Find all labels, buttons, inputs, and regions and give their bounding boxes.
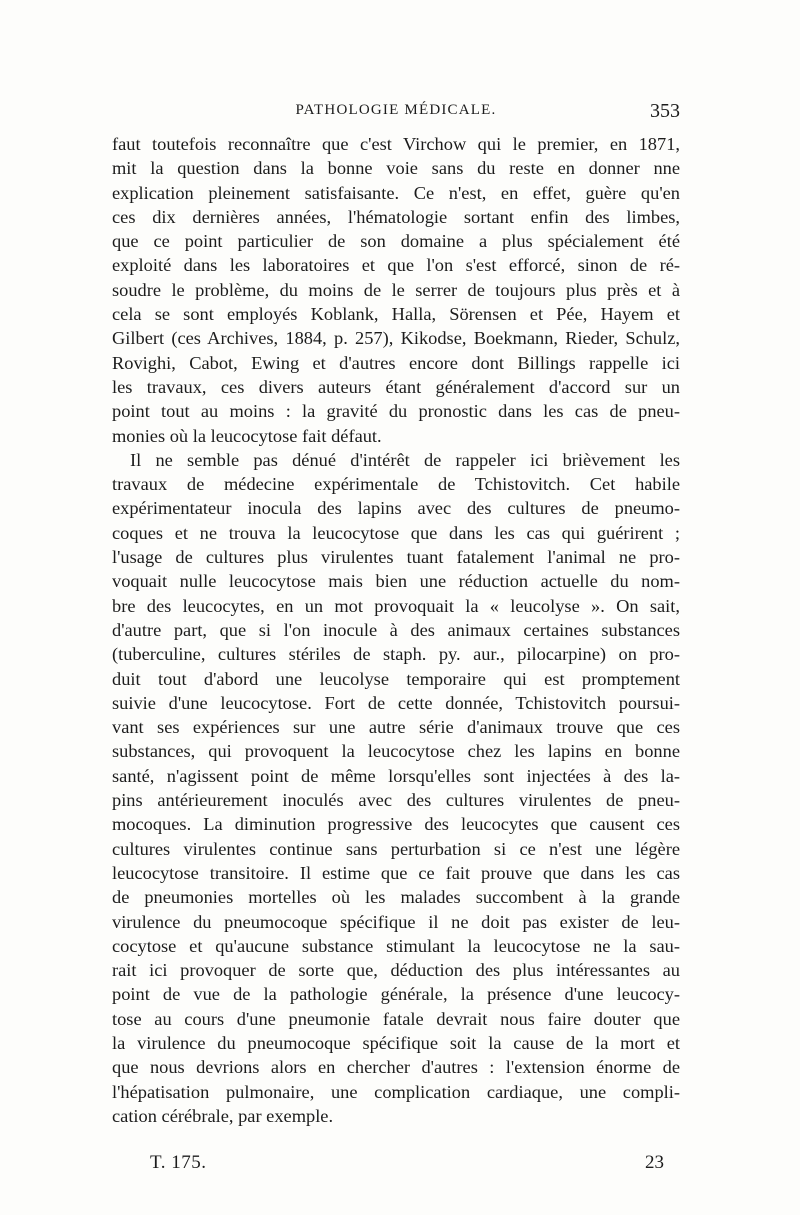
text-line-4: ces dix dernières années, l'hématologie sortant enfin des limbes, bbox=[112, 206, 680, 227]
text-line-16: expérimentateur inocula des lapins avec des cultures de pneumo- bbox=[112, 498, 680, 519]
body-text bbox=[112, 132, 680, 1128]
text-line-6: exploité dans les laboratoires et que l'on s'est efforcé, sinon de ré- bbox=[112, 255, 680, 276]
text-line-36: point de vue de la pathologie générale, la présence d'une leucocy- bbox=[112, 984, 680, 1005]
text-line-9: Gilbert (ces Archives, 1884, p. 257), Kikodse, Boekmann, Rieder, Schulz, bbox=[112, 328, 680, 349]
text-line-19: voquait nulle leucocytose mais bien une réduction actuelle du nom- bbox=[112, 571, 680, 592]
text-line-22: (tuberculine, cultures stériles de staph. py. aur., pilocarpine) on pro- bbox=[112, 644, 680, 665]
text-line-23: duit tout d'abord une leucolyse temporaire qui est promptement bbox=[112, 668, 680, 689]
text-line-2: mit la question dans la bonne voie sans du reste en donner nne bbox=[112, 158, 680, 179]
page-number: 353 bbox=[650, 100, 680, 122]
text-line-12: point tout au moins : la gravité du pronostic dans les cas de pneu- bbox=[112, 401, 680, 422]
text-line-41: cation cérébrale, par exemple. bbox=[112, 1105, 334, 1126]
text-line-25: vant ses expériences sur une autre série d'animaux trouve que ces bbox=[112, 717, 680, 738]
text-line-27: santé, n'agissent point de même lorsqu'elles sont injectées à des la- bbox=[112, 765, 680, 786]
signature-mark: T. 175. bbox=[150, 1152, 207, 1173]
text-line-13: monies où la leucocytose fait défaut. bbox=[112, 425, 382, 446]
text-line-8: cela se sont employés Koblank, Halla, Sörensen et Pée, Hayem et bbox=[112, 304, 680, 325]
text-line-18: l'usage de cultures plus virulentes tuant fatalement l'animal ne pro- bbox=[112, 547, 680, 568]
text-line-34: cocytose et qu'aucune substance stimulant la leucocytose ne la sau- bbox=[112, 935, 680, 956]
text-line-28: pins antérieurement inoculés avec des cultures virulentes de pneu- bbox=[112, 790, 680, 811]
text-line-31: leucocytose transitoire. Il estime que ce fait prouve que dans les cas bbox=[112, 862, 680, 883]
text-line-30: cultures virulentes continue sans perturbation si ce n'est une légère bbox=[112, 838, 680, 859]
text-line-14: Il ne semble pas dénué d'intérêt de rappeler ici brièvement les bbox=[130, 449, 680, 470]
text-line-15: travaux de médecine expérimentale de Tchistovitch. Cet habile bbox=[112, 474, 680, 495]
text-line-29: mocoques. La diminution progressive des leucocytes que causent ces bbox=[112, 814, 680, 835]
text-line-3: explication pleinement satisfaisante. Ce n'est, en effet, guère qu'en bbox=[112, 182, 680, 203]
running-head bbox=[112, 100, 680, 126]
page-footer bbox=[150, 1152, 664, 1178]
text-line-40: l'hépatisation pulmonaire, une complication cardiaque, une compli- bbox=[112, 1081, 680, 1102]
running-title: PATHOLOGIE MÉDICALE. bbox=[295, 102, 497, 118]
text-line-20: bre des leucocytes, en un mot provoquait la « leucolyse ». On sait, bbox=[112, 595, 680, 616]
text-line-24: suivie d'une leucocytose. Fort de cette donnée, Tchistovitch poursui- bbox=[112, 692, 680, 713]
text-line-33: virulence du pneumocoque spécifique il ne doit pas exister de leu- bbox=[112, 911, 680, 932]
text-line-38: la virulence du pneumocoque spécifique soit la cause de la mort et bbox=[112, 1032, 680, 1053]
text-line-26: substances, qui provoquent la leucocytose chez les lapins en bonne bbox=[112, 741, 680, 762]
text-line-7: soudre le problème, du moins de le serrer de toujours plus près et à bbox=[112, 279, 680, 300]
text-line-37: tose au cours d'une pneumonie fatale devrait nous faire douter que bbox=[112, 1008, 680, 1029]
text-line-5: que ce point particulier de son domaine a plus spécialement été bbox=[112, 231, 680, 252]
text-line-39: que nous devrions alors en chercher d'autres : l'extension énorme de bbox=[112, 1057, 680, 1078]
gathering-number: 23 bbox=[645, 1152, 664, 1173]
text-line-11: les travaux, ces divers auteurs étant généralement d'accord sur un bbox=[112, 376, 680, 397]
text-line-10: Rovighi, Cabot, Ewing et d'autres encore dont Billings rappelle ici bbox=[112, 352, 680, 373]
text-line-1: faut toutefois reconnaître que c'est Virchow qui le premier, en 1871, bbox=[112, 134, 680, 154]
text-line-21: d'autre part, que si l'on inocule à des animaux certaines substances bbox=[112, 619, 680, 640]
text-line-17: coques et ne trouva la leucocytose que dans les cas qui guérirent ; bbox=[112, 522, 680, 543]
text-line-32: de pneumonies mortelles où les malades succombent à la grande bbox=[112, 887, 680, 908]
text-line-35: rait ici provoquer de sorte que, déduction des plus intéressantes au bbox=[112, 960, 680, 981]
